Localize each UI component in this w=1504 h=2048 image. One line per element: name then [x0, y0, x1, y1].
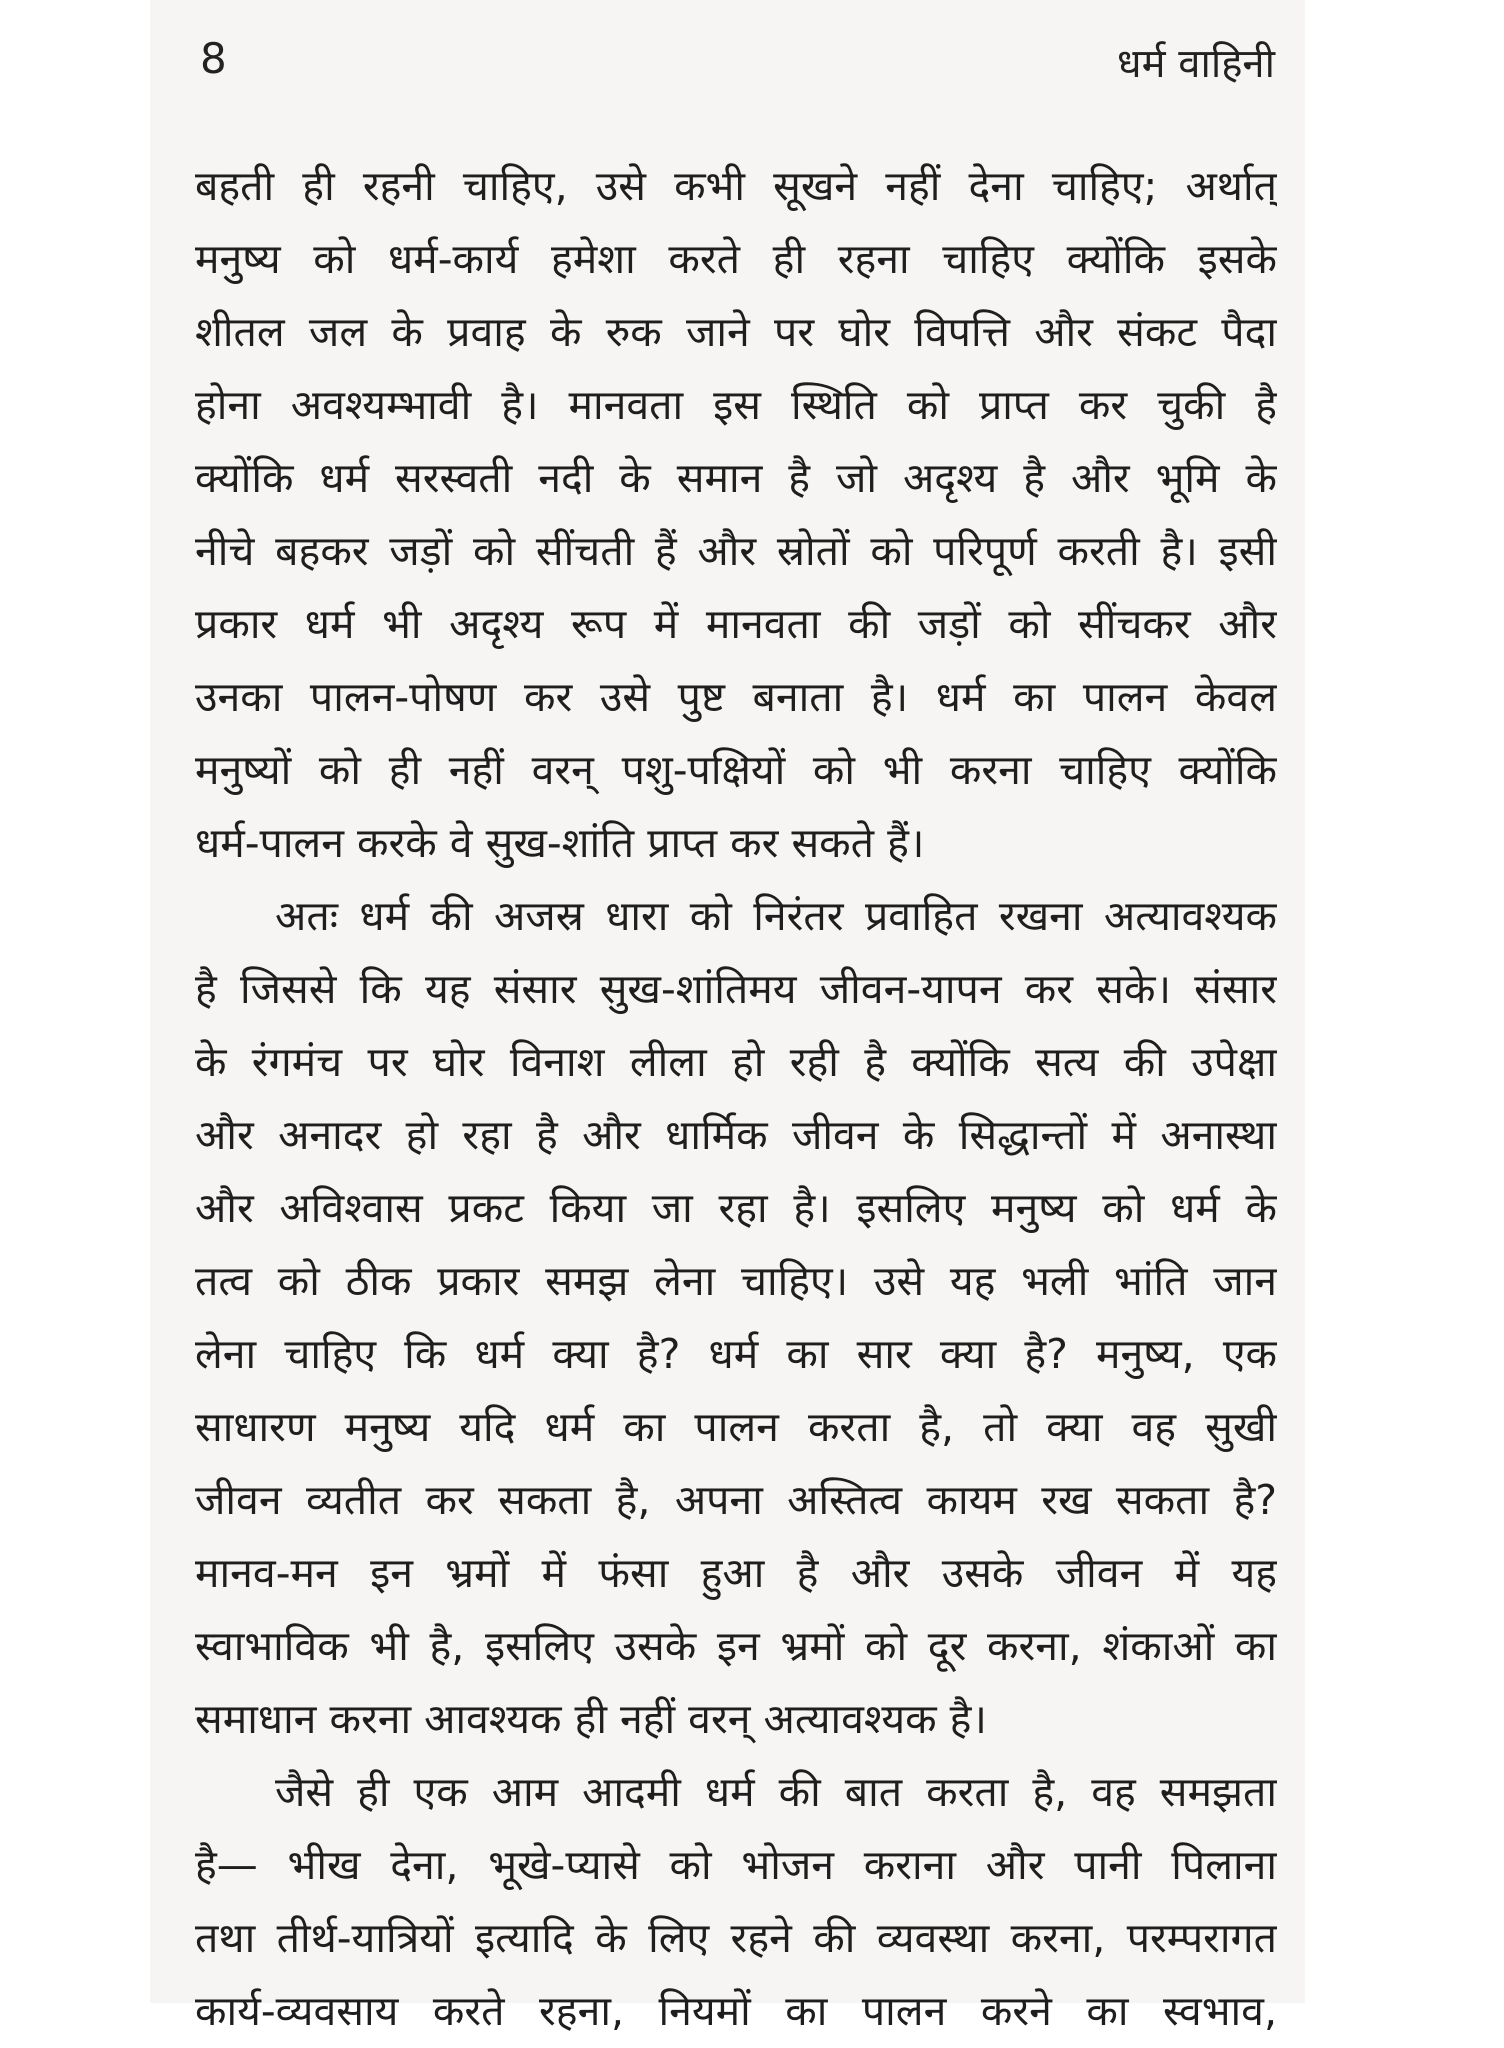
book-page: [150, 0, 1305, 2035]
text-line: जीवन व्यतीत कर सकता है, अपना अस्तित्व कायम रख सकता है?: [195, 1476, 1277, 1524]
text-line: अतः धर्म की अजस्र धारा को निरंतर प्रवाहित रखना अत्यावश्यक: [275, 892, 1277, 940]
text-line: है— भीख देना, भूखे-प्यासे को भोजन कराना और पानी पिलाना: [195, 1841, 1277, 1889]
text-line: बहती ही रहनी चाहिए, उसे कभी सूखने नहीं देना चाहिए; अर्थात्: [195, 162, 1277, 210]
page-header: [200, 34, 1275, 94]
text-line: साधारण मनुष्य यदि धर्म का पालन करता है, तो क्या वह सुखी: [195, 1403, 1277, 1451]
text-line: क्योंकि धर्म सरस्वती नदी के समान है जो अदृश्य है और भूमि के: [195, 454, 1277, 502]
page-number: 8: [200, 34, 227, 83]
body-text: [195, 150, 1277, 2048]
text-line: नीचे बहकर जड़ों को सींचती हैं और स्रोतों को परिपूर्ण करती है। इसी: [195, 527, 1277, 575]
text-line: होना अवश्यम्भावी है। मानवता इस स्थिति को प्राप्त कर चुकी है: [195, 381, 1277, 429]
text-line: तथा तीर्थ-यात्रियों इत्यादि के लिए रहने की व्यवस्था करना, परम्परागत: [195, 1914, 1277, 1962]
text-line: मनुष्य को धर्म-कार्य हमेशा करते ही रहना चाहिए क्योंकि इसके: [195, 235, 1277, 283]
text-line: मानव-मन इन भ्रमों में फंसा हुआ है और उसके जीवन में यह: [195, 1549, 1277, 1597]
text-line: शीतल जल के प्रवाह के रुक जाने पर घोर विपत्ति और संकट पैदा: [195, 308, 1277, 356]
text-line: और अविश्वास प्रकट किया जा रहा है। इसलिए मनुष्य को धर्म के: [195, 1184, 1277, 1232]
text-line: स्वाभाविक भी है, इसलिए उसके इन भ्रमों को दूर करना, शंकाओं का: [195, 1622, 1277, 1670]
text-line: के रंगमंच पर घोर विनाश लीला हो रही है क्योंकि सत्य की उपेक्षा: [195, 1038, 1277, 1086]
text-line: कार्य-व्यवसाय करते रहना, नियमों का पालन करने का स्वभाव,: [195, 1987, 1277, 2035]
text-line: लेना चाहिए कि धर्म क्या है? धर्म का सार क्या है? मनुष्य, एक: [195, 1330, 1277, 1378]
running-title: धर्म वाहिनी: [1117, 41, 1275, 87]
text-line: समाधान करना आवश्यक ही नहीं वरन् अत्यावश्यक है।: [195, 1695, 987, 1743]
text-line: और अनादर हो रहा है और धार्मिक जीवन के सिद्धान्तों में अनास्था: [195, 1111, 1277, 1159]
text-line: धर्म-पालन करके वे सुख-शांति प्राप्त कर सकते हैं।: [195, 819, 925, 867]
text-line: उनका पालन-पोषण कर उसे पुष्ट बनाता है। धर्म का पालन केवल: [195, 673, 1277, 721]
text-line: जैसे ही एक आम आदमी धर्म की बात करता है, वह समझता: [275, 1768, 1277, 1816]
text-line: है जिससे कि यह संसार सुख-शांतिमय जीवन-यापन कर सके। संसार: [195, 965, 1277, 1013]
text-line: मनुष्यों को ही नहीं वरन् पशु-पक्षियों को भी करना चाहिए क्योंकि: [195, 746, 1277, 794]
text-line: प्रकार धर्म भी अदृश्य रूप में मानवता की जड़ों को सींचकर और: [195, 600, 1277, 648]
text-line: तत्व को ठीक प्रकार समझ लेना चाहिए। उसे यह भली भांति जान: [195, 1257, 1277, 1305]
